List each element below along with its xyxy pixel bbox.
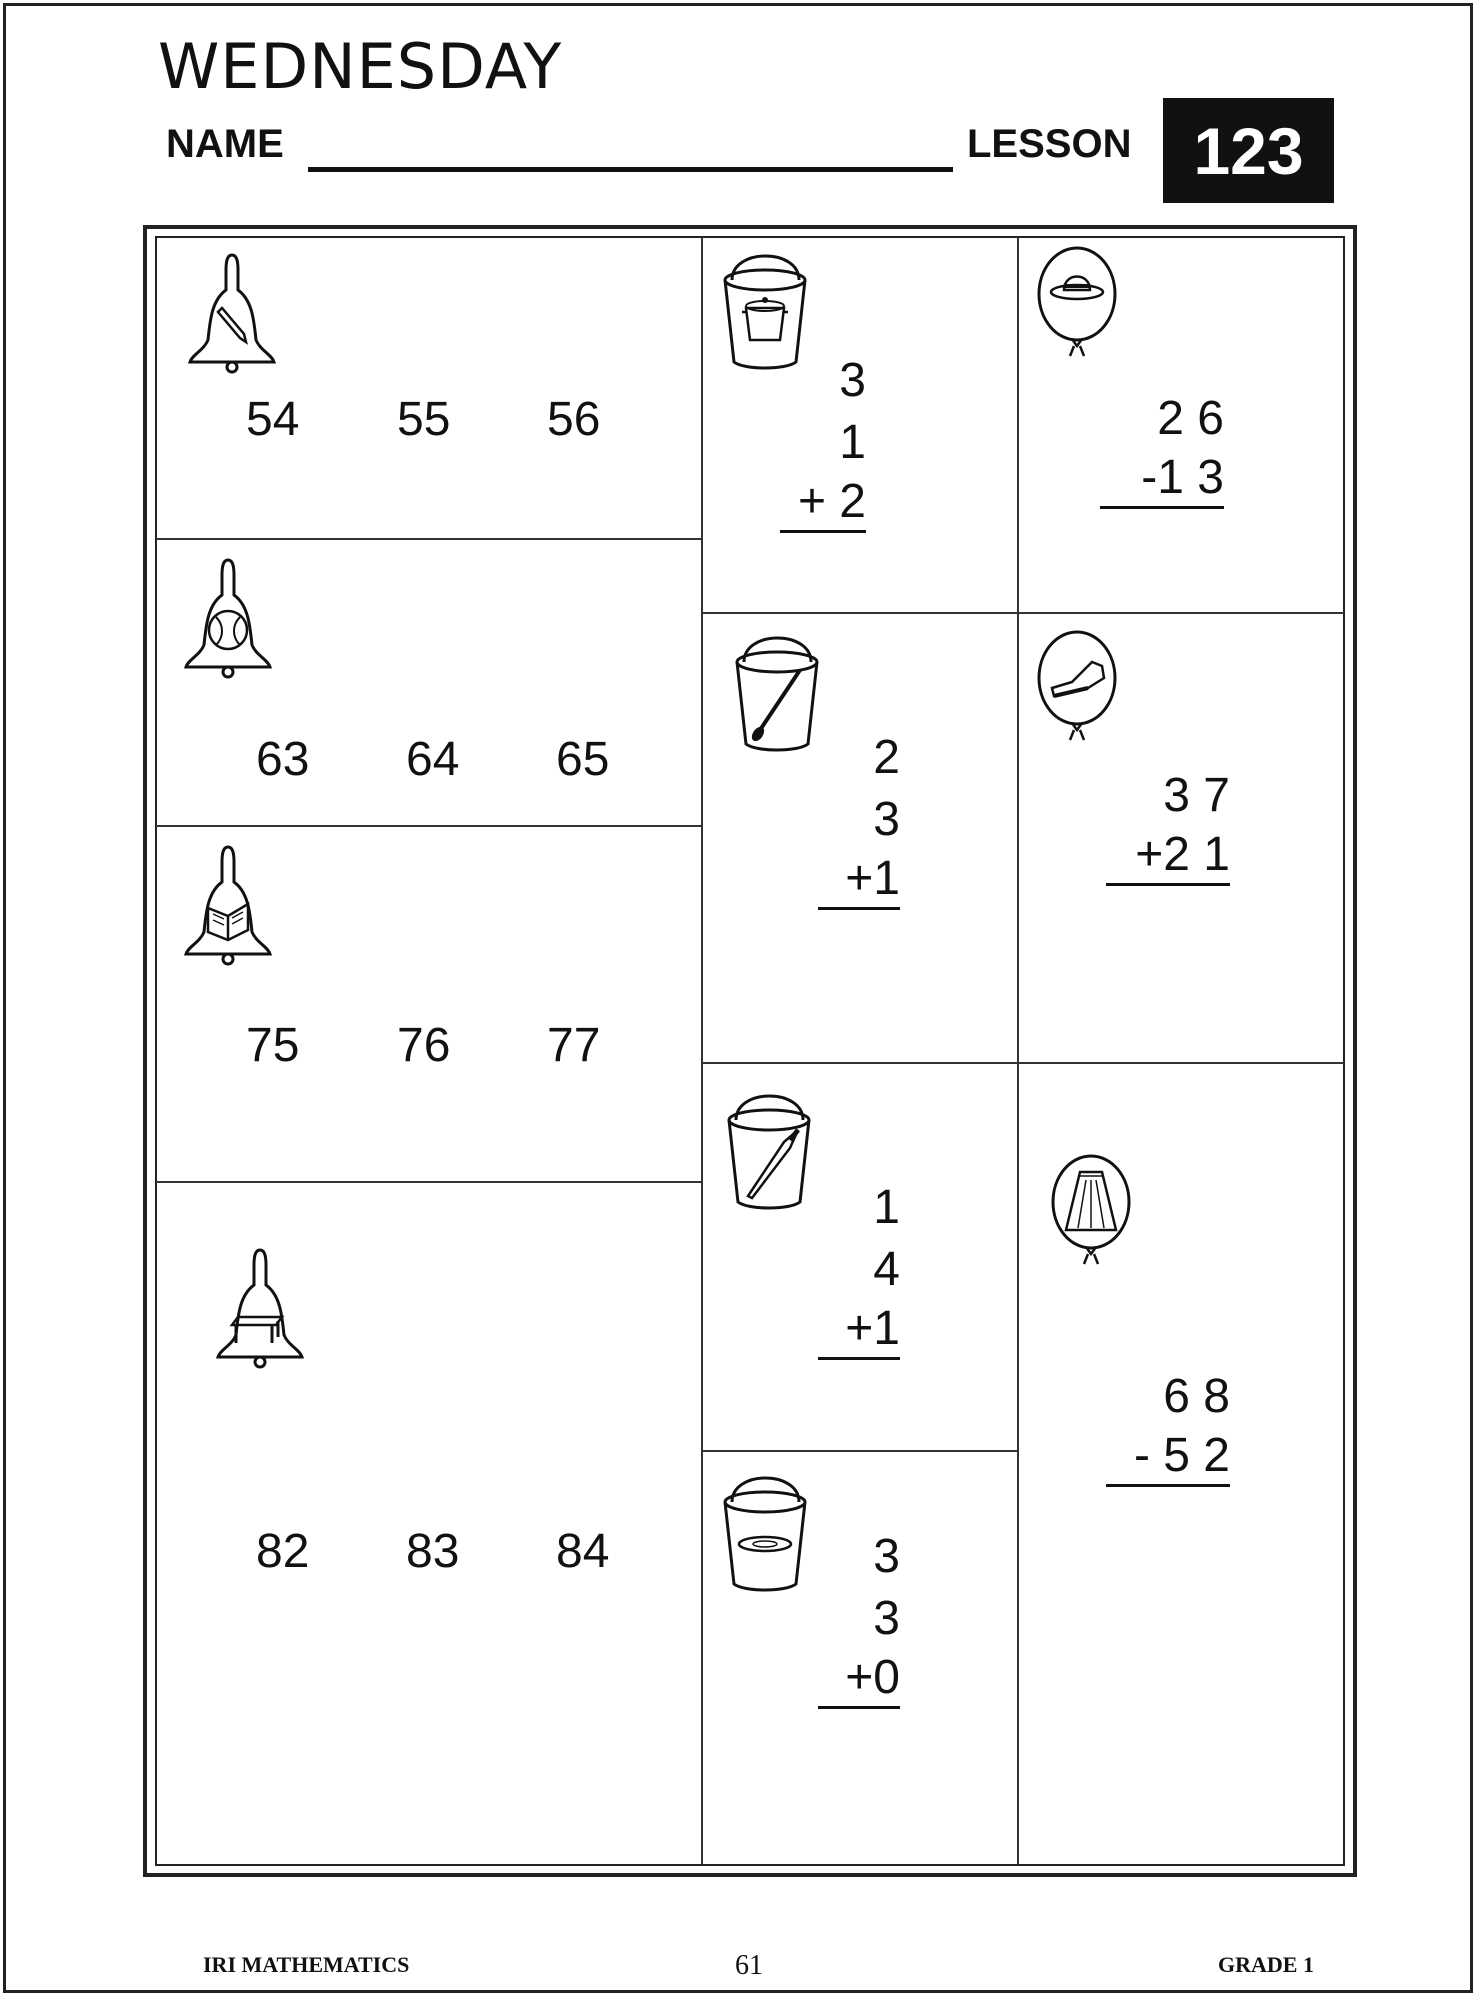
day-title: WEDNESDAY xyxy=(158,30,563,103)
name-label: NAME xyxy=(166,122,284,166)
bucket-knife-icon xyxy=(722,1080,817,1215)
addend-with-operator: +1 xyxy=(818,1301,900,1360)
addition-problem xyxy=(780,350,866,533)
sequence-number: 76 xyxy=(397,1019,451,1072)
answer-space[interactable] xyxy=(1106,897,1230,952)
lesson-label: LESSON xyxy=(967,122,1132,166)
addend: 3 xyxy=(873,1530,900,1583)
answer-space[interactable] xyxy=(1106,1498,1230,1553)
addend: 1 xyxy=(839,416,866,469)
sequence-number: 77 xyxy=(547,1019,601,1072)
bucket-spoon-icon xyxy=(730,622,825,757)
operand-with-operator: +2 1 xyxy=(1106,827,1230,886)
row-divider xyxy=(156,825,702,827)
name-input-line[interactable] xyxy=(308,167,953,172)
sequence-number: 56 xyxy=(547,393,601,446)
addend-with-operator: +1 xyxy=(818,851,900,910)
sequence-number: 82 xyxy=(256,1525,310,1578)
two-digit-problem xyxy=(1106,1366,1230,1487)
answer-space[interactable] xyxy=(1100,520,1224,575)
balloon-hat-icon xyxy=(1032,242,1122,377)
two-digit-problem xyxy=(1106,765,1230,886)
operand-with-operator: -1 3 xyxy=(1100,450,1224,509)
answer-space[interactable] xyxy=(818,917,900,972)
addition-problem xyxy=(818,1526,900,1709)
sequence-number: 64 xyxy=(406,733,460,786)
addend: 2 xyxy=(873,731,900,784)
column-divider xyxy=(701,237,703,1865)
page-number: 61 xyxy=(735,1950,763,1981)
addend: 3 xyxy=(839,354,866,407)
addition-problem xyxy=(818,1177,900,1360)
row-divider xyxy=(156,538,702,540)
balloon-skirt-icon xyxy=(1046,1150,1136,1285)
sequence-number: 84 xyxy=(556,1525,610,1578)
balloon-shoe-icon xyxy=(1032,626,1122,761)
two-digit-problem xyxy=(1100,388,1224,509)
operand: 3 7 xyxy=(1163,769,1230,822)
sequence-number: 83 xyxy=(406,1525,460,1578)
column-divider xyxy=(1017,237,1019,1865)
row-divider xyxy=(156,1181,702,1183)
answer-space[interactable] xyxy=(818,1716,900,1771)
addend-with-operator: +0 xyxy=(818,1650,900,1709)
answer-space[interactable] xyxy=(780,540,866,595)
operand-with-operator: - 5 2 xyxy=(1106,1428,1230,1487)
sequence-number: 63 xyxy=(256,733,310,786)
row-divider xyxy=(1018,1062,1344,1064)
addend: 4 xyxy=(873,1243,900,1296)
addend: 3 xyxy=(873,793,900,846)
bell-baseball-icon xyxy=(178,555,278,685)
footer-publisher: IRI MATHEMATICS xyxy=(203,1952,410,1977)
sequence-number: 75 xyxy=(246,1019,300,1072)
bell-table-icon xyxy=(210,1245,310,1375)
footer-grade: GRADE 1 xyxy=(1218,1952,1314,1977)
operand: 2 6 xyxy=(1157,392,1224,445)
lesson-number-badge: 123 xyxy=(1163,98,1334,203)
operand: 6 8 xyxy=(1163,1370,1230,1423)
answer-space[interactable] xyxy=(818,1367,900,1422)
addend: 1 xyxy=(873,1181,900,1234)
bell-book-icon xyxy=(178,842,278,972)
bucket-plate-icon xyxy=(718,1462,813,1597)
sequence-number: 65 xyxy=(556,733,610,786)
addend: 3 xyxy=(873,1592,900,1645)
row-divider xyxy=(1018,612,1344,614)
row-divider xyxy=(702,612,1018,614)
row-divider xyxy=(702,1062,1018,1064)
addition-problem xyxy=(818,727,900,910)
row-divider xyxy=(702,1450,1018,1452)
addend-with-operator: + 2 xyxy=(780,474,866,533)
sequence-number: 54 xyxy=(246,393,300,446)
bell-pencil-icon xyxy=(182,250,282,380)
sequence-number: 55 xyxy=(397,393,451,446)
